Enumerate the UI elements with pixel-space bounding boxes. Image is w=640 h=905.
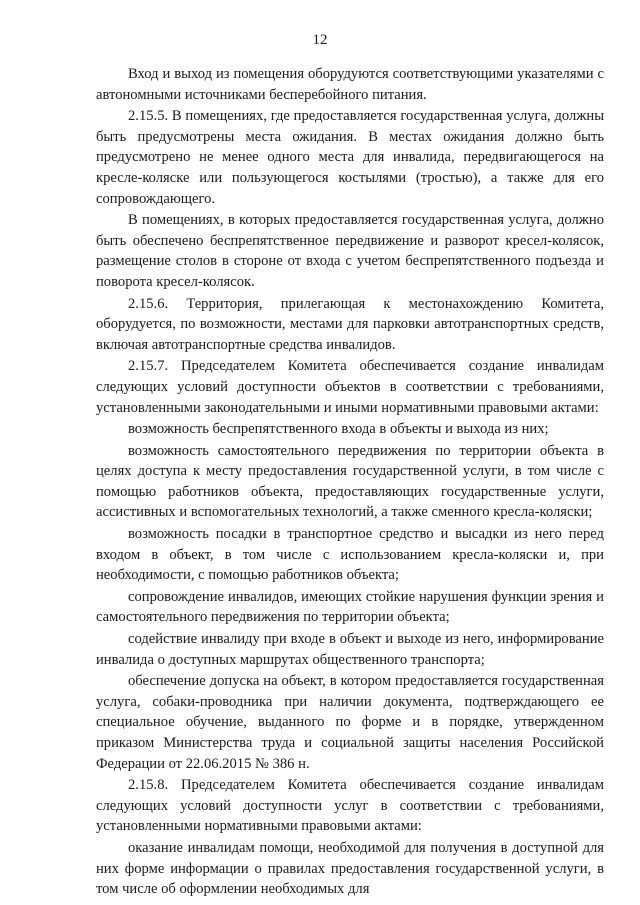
list-item-free-entry: возможность беспрепятственного входа в объекты и выхода из них; [128, 421, 549, 438]
paragraph-2-15-7: 2.15.7. Председателем Комитета обеспечивается создание инвалидам следующих условий доступности объектов в соответствии с требованиями, установленными законодательными и иными нормативными правовыми актами: [96, 358, 604, 416]
document-body [96, 64, 604, 901]
list-item-information-help: оказание инвалидам помощи, необходимой для получения в доступной для них форме информации о правилах предоставления государственной услуги, в том числе об оформлении необходимых для [96, 839, 604, 898]
paragraph-2-15-5: 2.15.5. В помещениях, где предоставляется государственная услуга, должны быть предусмотрены места ожидания. В местах ожидания должно быть предусмотрено не менее одного места для инвалида, передвигающегося на кресле-коляске или пользующегося костылями (тростью), а также для его сопровождающего. [96, 108, 604, 207]
list-item-guide-dog: обеспечение допуска на объект, в котором предоставляется государственная услуга, собаки-проводника при наличии документа, подтверждающего ее специальное обучение, выданного по форме и в порядке, утвержденном приказом Министерства труда и социальной защиты населения Российской Федерации от 22.06.2015 № 386 н. [96, 673, 604, 772]
page-number: 12 [312, 32, 328, 48]
list-item-boarding-vehicle: возможность посадки в транспортное средство и высадки из него перед входом в объект, в том числе с использованием кресла-коляски и, при необходимости, с помощью работников объекта; [96, 526, 604, 584]
paragraph-entrance-exit-signs: Вход и выход из помещения оборудуются соответствующими указателями с автономными источниками бесперебойного питания. [96, 66, 604, 103]
paragraph-wheelchair-movement: В помещениях, в которых предоставляется государственная услуга, должно быть обеспечено беспрепятственное передвижение и разворот кресел-колясок, размещение столов в стороне от входа с учетом беспрепятственного подъезда и поворота кресел-колясок. [96, 212, 604, 290]
paragraph-2-15-8: 2.15.8. Председателем Комитета обеспечивается создание инвалидам следующих условий доступности услуг в соответствии с требованиями, установленными нормативными правовыми актами: [96, 777, 604, 835]
list-item-escort: сопровождение инвалидов, имеющих стойкие нарушения функции зрения и самостоятельного передвижения по территории объекта; [96, 588, 604, 626]
paragraph-2-15-6: 2.15.6. Территория, прилегающая к местонахождению Комитета, оборудуется, по возможности, местами для парковки автотранспортных средств, включая автотранспортные средства инвалидов. [96, 295, 604, 353]
list-item-independent-movement: возможность самостоятельного передвижения по территории объекта в целях доступа к месту предоставления государственной услуги, в том числе с помощью работников объекта, предоставляющих государственные услуги, ассистивных и вспомогательных технологий, а также сменного кресла-коляски; [96, 442, 604, 521]
list-item-assistance-transport: содействие инвалиду при входе в объект и выходе из него, информирование инвалида о доступных маршрутах общественного транспорта; [96, 631, 604, 668]
